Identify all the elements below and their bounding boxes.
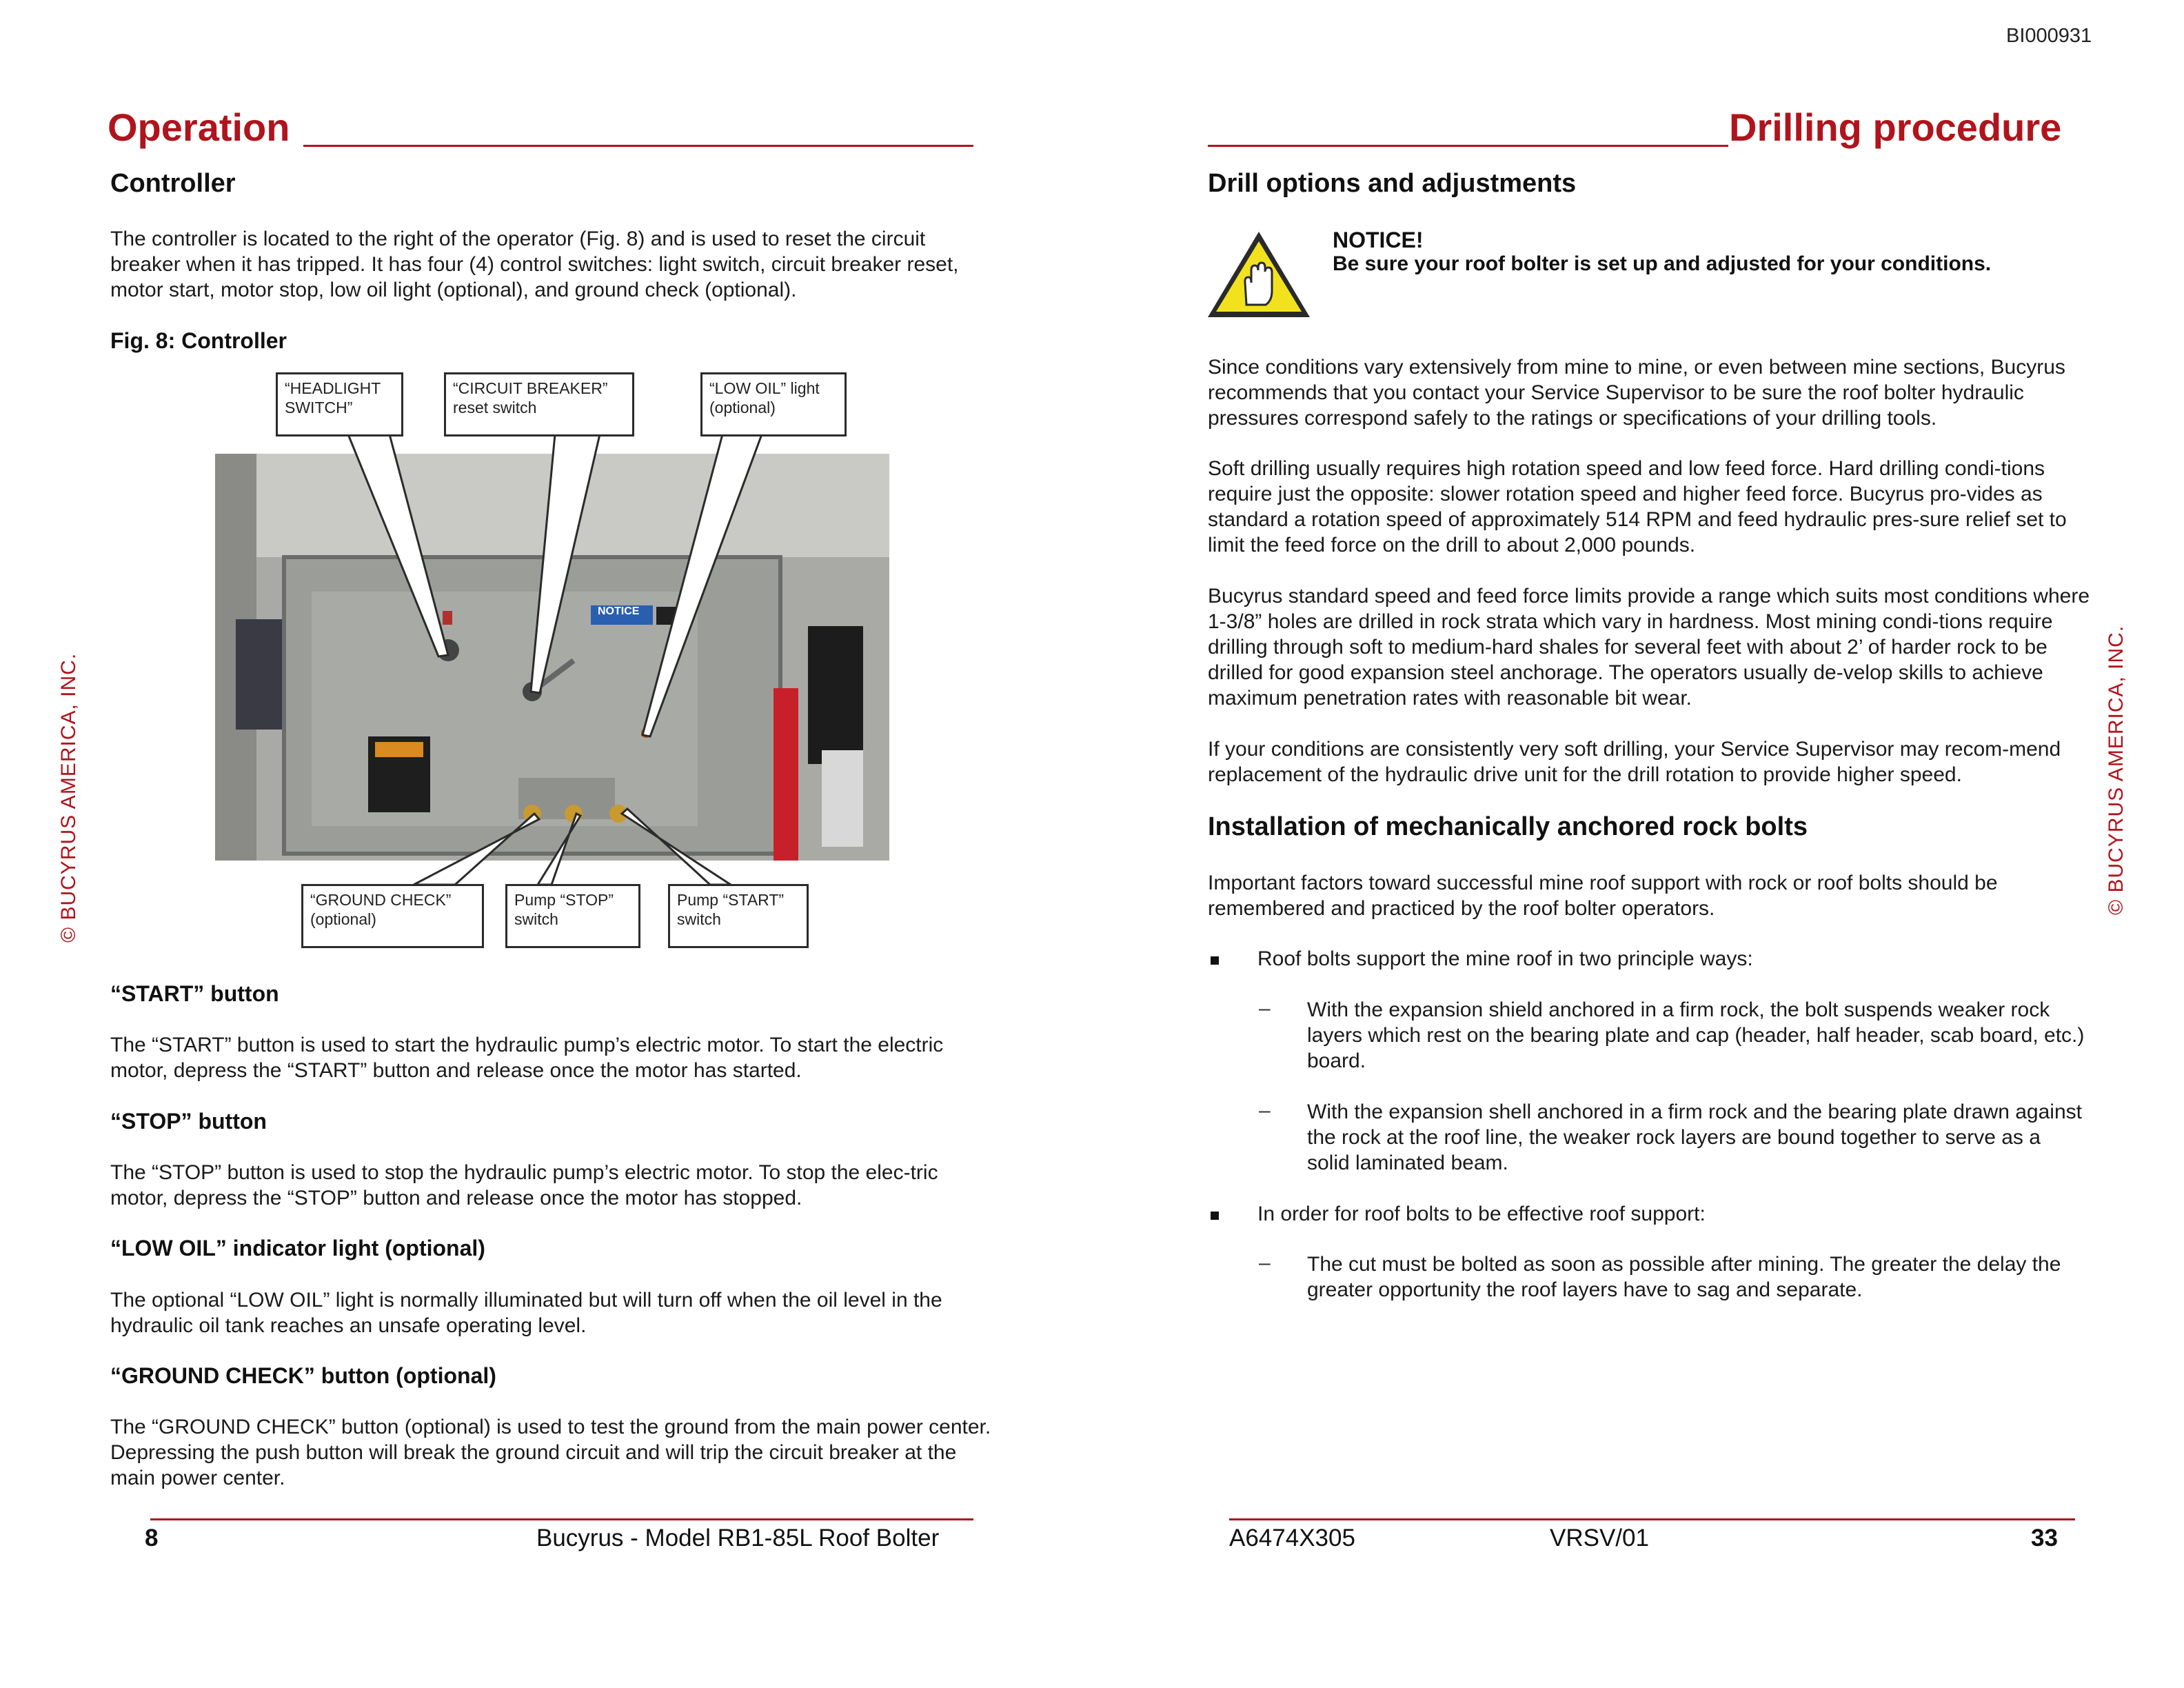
drill-paragraph-3: Bucyrus standard speed and feed force limits provide a range which suits most conditions where 1-3/8” holes are drilled in rock strata which vary in hardness. Most mining condi-tions require drilling through soft to medium-hard shales for several feet with about 2’ of harder rock to be drilled for good expansion steel anchorage. The operators usually de-velop skills to achieve maximum penetration rates with reasonable bit wear. — [1208, 585, 2090, 710]
right-copyright: © BUCYRUS AMERICA, INC. — [2105, 625, 2127, 915]
low-oil-text: The optional “LOW OIL” light is normally illuminated but will turn off when the oil level in the hydraulic oil tank reaches an unsafe operating level. — [110, 1289, 942, 1337]
callout-headlight-switch: “HEADLIGHT SWITCH” — [276, 372, 403, 436]
installation-title: Installation of mechanically anchored rock bolts — [1208, 812, 1808, 841]
callout-low-oil: “LOW OIL” light (optional) — [700, 372, 847, 436]
ground-check-text: The “GROUND CHECK” button (optional) is used to test the ground from the main power center. Depressing the push button will break the ground circuit and will trip the circuit breaker at the main power center. — [110, 1416, 991, 1489]
right-heading-rule — [1208, 145, 1728, 147]
low-oil-title: “LOW OIL” indicator light (optional) — [110, 1236, 485, 1260]
bullet-roof-bolts-support: Roof bolts support the mine roof in two principle ways: — [1257, 947, 1753, 970]
left-footer-rule — [150, 1518, 973, 1520]
right-page-heading: Drilling procedure — [1729, 106, 2062, 149]
sub-bullet-expansion-shell: With the expansion shell anchored in a firm rock and the bearing plate drawn against the rock at the roof line, the weaker rock layers are bound together to serve as a solid laminated beam. — [1307, 1101, 2082, 1174]
stop-button-title: “STOP” button — [110, 1109, 267, 1134]
drill-paragraph-1: Since conditions vary extensively from mine to mine, or even between mine sections, Bucyrus recommends that you contact your Service Supervisor to be sure the roof bolter hydraulic pressures correspond safely to the ratings or specifications of your drilling tools. — [1208, 356, 2065, 430]
right-doc-number: A6474X305 — [1229, 1525, 1355, 1551]
drill-paragraph-4: If your conditions are consistently very soft drilling, your Service Supervisor may recom-mend replacement of the hydraulic drive unit for the drill rotation to provide higher speed. — [1208, 738, 2061, 786]
bullet-marker — [1211, 1212, 1219, 1220]
bullet-effective-support: In order for roof bolts to be effective roof support: — [1257, 1203, 1706, 1225]
controller-intro: The controller is located to the right of the operator (Fig. 8) and is used to reset the circuit breaker when it has tripped. It has four (4) control switches: light switch, circuit breaker reset, motor start, motor stop, low oil light (optional), and ground check (optional). — [110, 228, 959, 301]
drill-paragraph-2: Soft drilling usually requires high rotation speed and low feed force. Hard drilling condi-tions require just the opposite: slower rotation speed and higher feed force. Bucyrus pro-vides as standard a rotation speed of approximately 514 RPM and feed hydraulic pres-sure relief set to limit the feed force on the drill to about 2,000 pounds. — [1208, 457, 2067, 556]
left-copyright: © BUCYRUS AMERICA, INC. — [57, 652, 80, 943]
controller-section-title: Controller — [110, 169, 236, 198]
callout-leaders — [0, 0, 1000, 965]
callout-pump-start: Pump “START” switch — [668, 884, 809, 948]
installation-intro: Important factors toward successful mine roof support with rock or roof bolts should be remembered and practiced by the roof bolter operators. — [1208, 872, 1998, 920]
ground-check-title: “GROUND CHECK” button (optional) — [110, 1363, 496, 1388]
figure-caption: Fig. 8: Controller — [110, 328, 287, 353]
dash-marker: – — [1259, 997, 1271, 1020]
sub-bullet-expansion-shield: With the expansion shield anchored in a firm rock, the bolt suspends weaker rock layers which rest on the bearing plate and cap (header, half header, scab board, etc.) board. — [1307, 998, 2085, 1072]
bullet-marker — [1211, 956, 1219, 965]
callout-pump-stop: Pump “STOP” switch — [505, 884, 640, 948]
notice-text: Be sure your roof bolter is set up and adjusted for your conditions. — [1333, 252, 1992, 275]
right-revision: VRSV/01 — [1550, 1525, 1649, 1551]
right-footer-rule — [1229, 1518, 2075, 1520]
start-button-text: The “START” button is used to start the hydraulic pump’s electric motor. To start the electric motor, depress the “START” button and release once the motor has started. — [110, 1034, 944, 1082]
callout-ground-check: “GROUND CHECK” (optional) — [301, 884, 484, 948]
notice-title: NOTICE! — [1333, 228, 1424, 252]
sub-bullet-bolt-soon: The cut must be bolted as soon as possible after mining. The greater the delay the greater opportunity the roof layers have to sag and separate. — [1307, 1253, 2061, 1301]
left-page-heading: Operation — [108, 106, 290, 149]
stop-button-text: The “STOP” button is used to stop the hydraulic pump’s electric motor. To stop the elec-tric motor, depress the “STOP” button and release once the motor has stopped. — [110, 1161, 938, 1209]
left-page-number: 8 — [145, 1525, 159, 1551]
drill-options-title: Drill options and adjustments — [1208, 169, 1577, 198]
callout-circuit-breaker: “CIRCUIT BREAKER” reset switch — [444, 372, 634, 436]
dash-marker: – — [1259, 1099, 1271, 1122]
document-id: BI000931 — [2006, 25, 2092, 47]
start-button-title: “START” button — [110, 981, 279, 1006]
hand-warning-icon — [1205, 229, 1313, 320]
photo-notice-label: NOTICE — [598, 605, 640, 617]
right-page-number: 33 — [2031, 1525, 2058, 1551]
left-footer-title: Bucyrus - Model RB1-85L Roof Bolter — [536, 1525, 940, 1551]
dash-marker: – — [1259, 1252, 1271, 1274]
